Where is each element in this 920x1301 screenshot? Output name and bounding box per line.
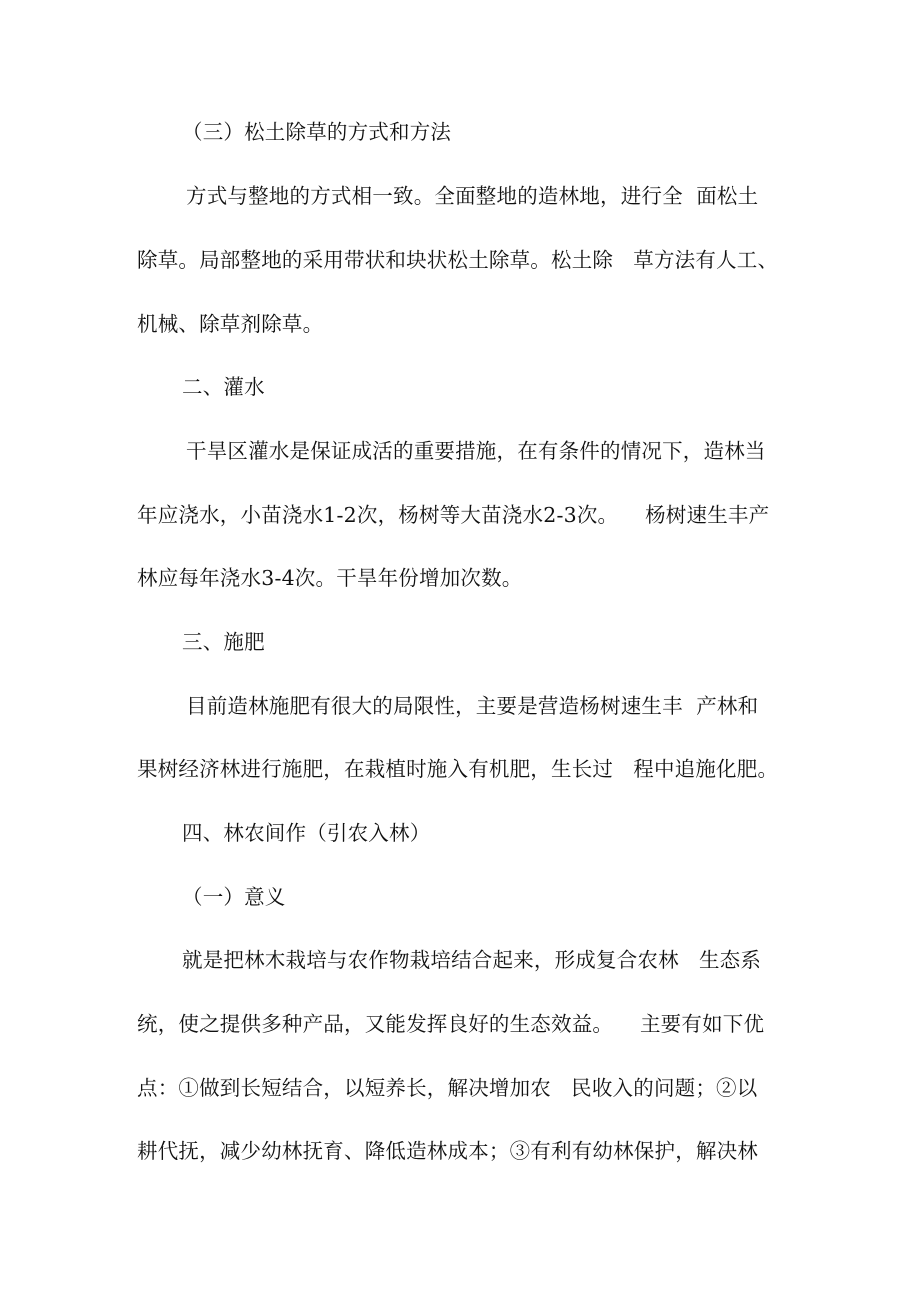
section-heading-fertilizing: 三、施肥 (182, 630, 265, 654)
paragraph-line: 果树经济林进行施肥，在栽植时施入有机肥，生长过 程中追施化肥。 (137, 757, 779, 781)
paragraph-line: 除草。局部整地的采用带状和块状松土除草。松土除 草方法有人工、 (137, 248, 779, 272)
paragraph-line: 林应每年浇水3-4次。干旱年份增加次数。 (137, 566, 523, 590)
paragraph-line: 统，使之提供多种产品，又能发挥良好的生态效益。 主要有如下优 (137, 1012, 765, 1036)
paragraph-line: 点：①做到长短结合，以短养长，解决增加农 民收入的问题；②以 (137, 1076, 758, 1100)
section-heading-irrigation: 二、灌水 (182, 375, 265, 399)
paragraph-line: 方式与整地的方式相一致。全面整地的造林地，进行全 面松土 (186, 184, 759, 208)
paragraph-line: 就是把林木栽培与农作物栽培结合起来，形成复合农林 生态系 (182, 948, 762, 972)
section-heading-significance: （一）意义 (182, 885, 286, 909)
paragraph-line: 耕代抚，减少幼林抚育、降低造林成本；③有利有幼林保护，解决林 (137, 1139, 758, 1163)
paragraph-line: 目前造林施肥有很大的局限性，主要是营造杨树速生丰 产林和 (186, 694, 759, 718)
section-heading-intercropping: 四、林农间作（引农入林） (182, 821, 431, 845)
paragraph-line: 机械、除草剂除草。 (137, 312, 324, 336)
paragraph-line: 干旱区灌水是保证成活的重要措施，在有条件的情况下，造林当 (186, 439, 766, 463)
section-heading-weeding: （三）松土除草的方式和方法 (182, 120, 452, 144)
paragraph-line: 年应浇水，小苗浇水1-2次，杨树等大苗浇水2-3次。 杨树速生丰产 (137, 503, 770, 527)
